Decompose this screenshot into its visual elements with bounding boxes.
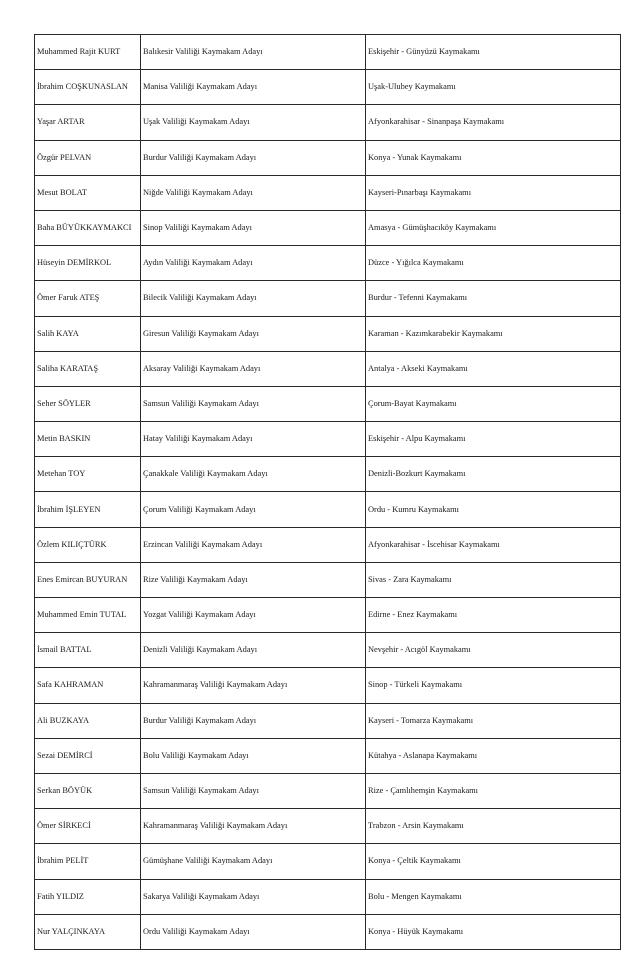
table-row [35,386,621,421]
appointments-table [34,34,621,950]
table-row [35,562,621,597]
table-row [35,105,621,140]
appointments-table-body [35,35,621,950]
table-row [35,668,621,703]
current-post-cell: Giresun Valiliği Kaymakam Adayı [141,316,366,351]
current-post-cell: Uşak Valiliği Kaymakam Adayı [141,105,366,140]
current-post-cell: Kahramanmaraş Valiliği Kaymakam Adayı [141,809,366,844]
new-post-cell: Denizli-Bozkurt Kaymakamı [366,457,621,492]
table-row [35,844,621,879]
new-post-cell: Burdur - Tefenni Kaymakamı [366,281,621,316]
new-post-cell: Konya - Hüyük Kaymakamı [366,914,621,949]
current-post-cell: Rize Valiliği Kaymakam Adayı [141,562,366,597]
new-post-cell: Uşak-Ulubey Kaymakamı [366,70,621,105]
person-name-cell: Metin BASKIN [35,422,141,457]
person-name-cell: Muhammed Rajit KURT [35,35,141,70]
new-post-cell: Çorum-Bayat Kaymakamı [366,386,621,421]
person-name-cell: Seher SÖYLER [35,386,141,421]
table-row [35,738,621,773]
new-post-cell: Kütahya - Aslanapa Kaymakamı [366,738,621,773]
person-name-cell: Mesut BOLAT [35,175,141,210]
new-post-cell: Eskişehir - Günyüzü Kaymakamı [366,35,621,70]
person-name-cell: Yaşar ARTAR [35,105,141,140]
current-post-cell: Niğde Valiliği Kaymakam Adayı [141,175,366,210]
new-post-cell: Ordu - Kumru Kaymakamı [366,492,621,527]
current-post-cell: Sinop Valiliği Kaymakam Adayı [141,210,366,245]
person-name-cell: Ali BUZKAYA [35,703,141,738]
table-row [35,210,621,245]
new-post-cell: Sivas - Zara Kaymakamı [366,562,621,597]
current-post-cell: Bilecik Valiliği Kaymakam Adayı [141,281,366,316]
person-name-cell: Hüseyin DEMİRKOL [35,246,141,281]
current-post-cell: Yozgat Valiliği Kaymakam Adayı [141,598,366,633]
new-post-cell: Afyonkarahisar - İscehisar Kaymakamı [366,527,621,562]
table-row [35,703,621,738]
current-post-cell: Hatay Valiliği Kaymakam Adayı [141,422,366,457]
person-name-cell: Ömer SİRKECİ [35,809,141,844]
new-post-cell: Rize - Çamlıhemşin Kaymakamı [366,773,621,808]
table-row [35,527,621,562]
table-row [35,175,621,210]
new-post-cell: Kayseri - Tomarza Kaymakamı [366,703,621,738]
new-post-cell: Konya - Çeltik Kaymakamı [366,844,621,879]
table-row [35,809,621,844]
current-post-cell: Manisa Valiliği Kaymakam Adayı [141,70,366,105]
person-name-cell: Enes Emircan BUYURAN [35,562,141,597]
table-row [35,246,621,281]
person-name-cell: Salih KAYA [35,316,141,351]
new-post-cell: Düzce - Yığılca Kaymakamı [366,246,621,281]
person-name-cell: Muhammed Emin TUTAL [35,598,141,633]
table-row [35,598,621,633]
person-name-cell: Özgür PELVAN [35,140,141,175]
new-post-cell: Amasya - Gümüşhacıköy Kaymakamı [366,210,621,245]
table-row [35,773,621,808]
table-row [35,492,621,527]
person-name-cell: Nur YALÇINKAYA [35,914,141,949]
person-name-cell: Özlem KILIÇTÜRK [35,527,141,562]
table-row [35,879,621,914]
new-post-cell: Sinop - Türkeli Kaymakamı [366,668,621,703]
table-row [35,914,621,949]
person-name-cell: Sezai DEMİRCİ [35,738,141,773]
person-name-cell: İsmail BATTAL [35,633,141,668]
table-row [35,140,621,175]
person-name-cell: Fatih YILDIZ [35,879,141,914]
new-post-cell: Nevşehir - Acıgöl Kaymakamı [366,633,621,668]
current-post-cell: Aydın Valiliği Kaymakam Adayı [141,246,366,281]
table-row [35,35,621,70]
new-post-cell: Kayseri-Pınarbaşı Kaymakamı [366,175,621,210]
new-post-cell: Karaman - Kazımkarabekir Kaymakamı [366,316,621,351]
person-name-cell: Serkan BÖYÜK [35,773,141,808]
person-name-cell: İbrahim COŞKUNASLAN [35,70,141,105]
new-post-cell: Bolu - Mengen Kaymakamı [366,879,621,914]
current-post-cell: Gümüşhane Valiliği Kaymakam Adayı [141,844,366,879]
person-name-cell: İbrahim İŞLEYEN [35,492,141,527]
new-post-cell: Konya - Yunak Kaymakamı [366,140,621,175]
person-name-cell: İbrahim PELİT [35,844,141,879]
person-name-cell: Ömer Faruk ATEŞ [35,281,141,316]
current-post-cell: Samsun Valiliği Kaymakam Adayı [141,773,366,808]
table-row [35,316,621,351]
current-post-cell: Denizli Valiliği Kaymakam Adayı [141,633,366,668]
current-post-cell: Kahramanmaraş Valiliği Kaymakam Adayı [141,668,366,703]
person-name-cell: Safa KAHRAMAN [35,668,141,703]
table-row [35,633,621,668]
current-post-cell: Burdur Valiliği Kaymakam Adayı [141,140,366,175]
person-name-cell: Saliha KARATAŞ [35,351,141,386]
current-post-cell: Sakarya Valiliği Kaymakam Adayı [141,879,366,914]
current-post-cell: Aksaray Valiliği Kaymakam Adayı [141,351,366,386]
current-post-cell: Çanakkale Valiliği Kaymakam Adayı [141,457,366,492]
current-post-cell: Ordu Valiliği Kaymakam Adayı [141,914,366,949]
new-post-cell: Trabzon - Arsin Kaymakamı [366,809,621,844]
new-post-cell: Afyonkarahisar - Sinanpaşa Kaymakamı [366,105,621,140]
table-row [35,457,621,492]
current-post-cell: Çorum Valiliği Kaymakam Adayı [141,492,366,527]
table-row [35,70,621,105]
current-post-cell: Bolu Valiliği Kaymakam Adayı [141,738,366,773]
new-post-cell: Eskişehir - Alpu Kaymakamı [366,422,621,457]
table-row [35,351,621,386]
current-post-cell: Samsun Valiliği Kaymakam Adayı [141,386,366,421]
table-row [35,422,621,457]
current-post-cell: Erzincan Valiliği Kaymakam Adayı [141,527,366,562]
person-name-cell: Baha BÜYÜKKAYMAKCI [35,210,141,245]
current-post-cell: Burdur Valiliği Kaymakam Adayı [141,703,366,738]
new-post-cell: Edirne - Enez Kaymakamı [366,598,621,633]
person-name-cell: Metehan TOY [35,457,141,492]
new-post-cell: Antalya - Akseki Kaymakamı [366,351,621,386]
current-post-cell: Balıkesir Valiliği Kaymakam Adayı [141,35,366,70]
table-row [35,281,621,316]
